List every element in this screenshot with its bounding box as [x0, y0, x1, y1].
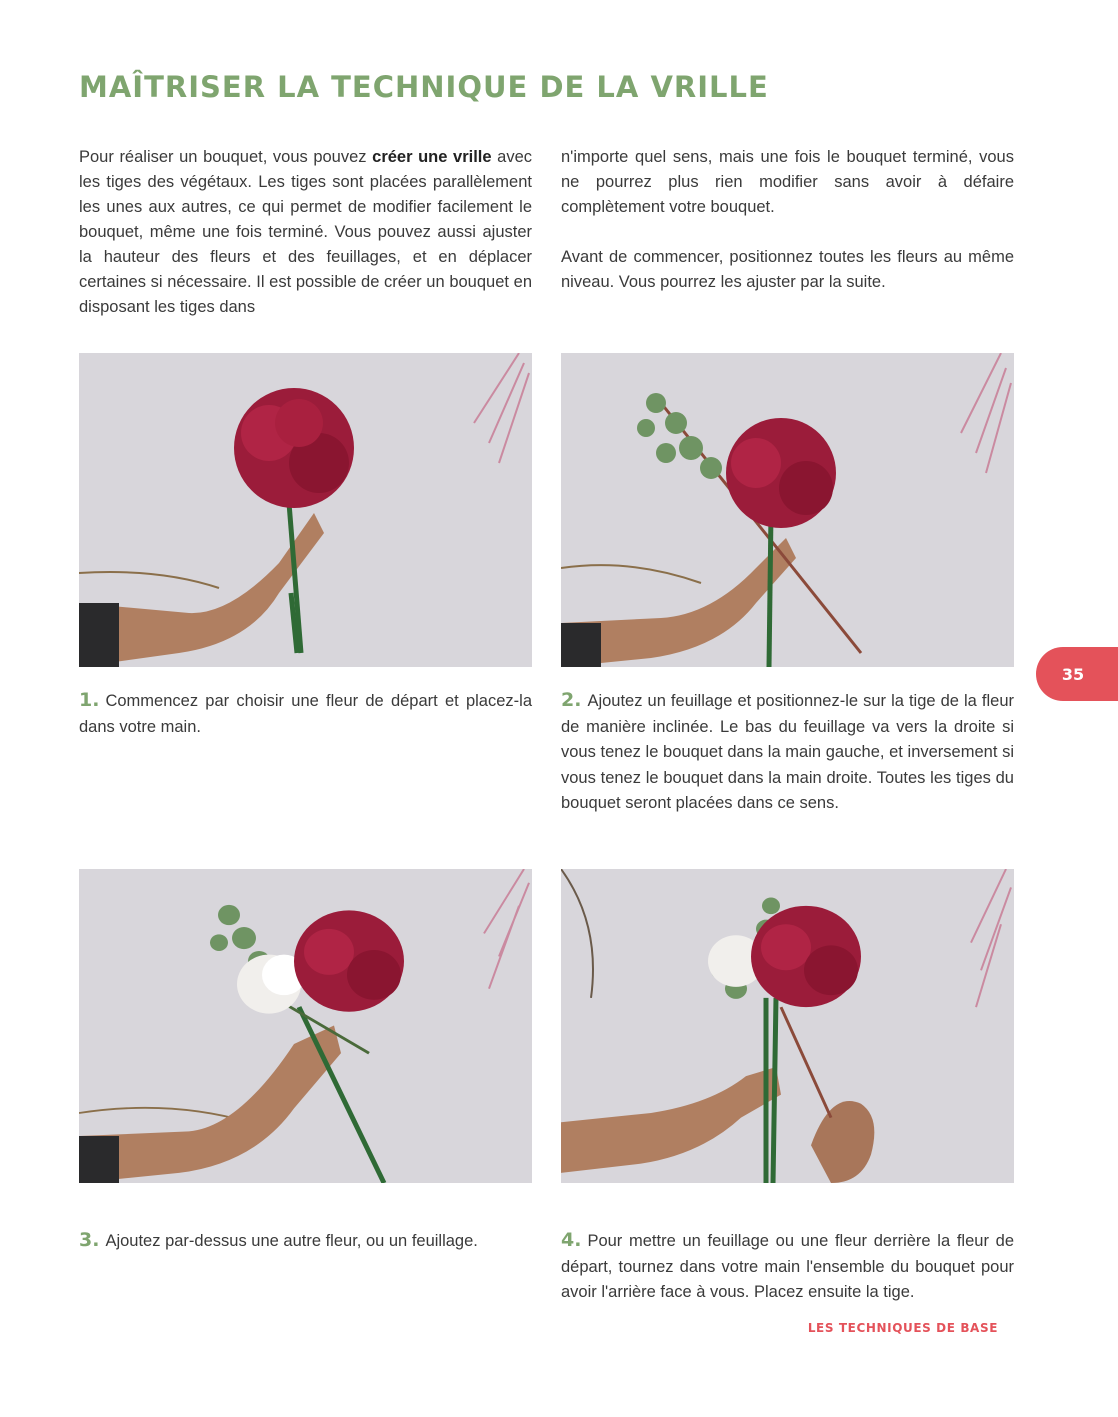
page-title: MAÎTRISER LA TECHNIQUE DE LA VRILLE — [79, 70, 769, 104]
step-3-caption — [79, 1228, 532, 1255]
step-4-photo — [561, 869, 1014, 1183]
intro-column-right — [561, 145, 1014, 295]
step-3-text: Ajoutez par-dessus une autre fleur, ou un feuillage. — [105, 1232, 478, 1250]
step-2-caption — [561, 688, 1014, 817]
running-footer: LES TECHNIQUES DE BASE — [807, 1321, 998, 1335]
intro-column-left — [79, 145, 532, 320]
step-1-caption — [79, 688, 532, 740]
step-2-number: 2. — [561, 689, 582, 711]
intro-text-end: avec les tiges des végétaux. Les tiges sont placées parallèlement les unes aux autres, ce qui permet de modifier facilement le bouquet, même une fois terminé. Vous pouvez aussi ajuster la hauteur des fleurs et des feuillages, et en déplacer certaines si nécessaire. Il est possible de créer un bouquet en disposant les tiges dans — [79, 148, 533, 316]
step-2-photo — [561, 353, 1014, 667]
page-number: 35 — [1061, 664, 1085, 684]
step-1-photo — [79, 353, 532, 667]
step-1-illustration — [79, 353, 532, 667]
intro-bold-phrase: créer une vrille — [372, 148, 492, 166]
intro-text-start: Pour réaliser un bouquet, vous pouvez — [79, 148, 373, 166]
step-1-text: Commencez par choisir une fleur de départ et placez-la dans votre main. — [79, 692, 532, 736]
step-4-number: 4. — [561, 1229, 582, 1251]
step-3-illustration — [79, 869, 532, 1183]
step-2-text: Ajoutez un feuillage et positionnez-le sur la tige de la fleur de manière inclinée. Le bas du feuillage va vers la droite si vous tenez le bouquet dans la main gauche, et inversement si vous tenez le bouquet dans la main droite. Toutes les tiges du bouquet seront placées dans ce sens. — [561, 692, 1014, 812]
intro-paragraph-1 — [79, 145, 532, 320]
step-2-illustration — [561, 353, 1014, 667]
step-4-text: Pour mettre un feuillage ou une fleur derrière la fleur de départ, tournez dans votre main l'ensemble du bouquet pour avoir l'arrière face à vous. Placez ensuite la tige. — [561, 1232, 1014, 1301]
step-3-photo — [79, 869, 532, 1183]
step-4-illustration — [561, 869, 1014, 1183]
step-1-number: 1. — [79, 689, 100, 711]
intro-paragraph-2: n'importe quel sens, mais une fois le bouquet terminé, vous ne pourrez plus rien modifier sans avoir à défaire complètement votre bouquet. — [561, 148, 1014, 216]
step-3-number: 3. — [79, 1229, 100, 1251]
page-number-tab — [1036, 647, 1118, 701]
intro-paragraph-3: Avant de commencer, positionnez toutes les fleurs au même niveau. Vous pourrez les ajuster par la suite. — [561, 248, 1014, 291]
step-4-caption — [561, 1228, 1014, 1306]
